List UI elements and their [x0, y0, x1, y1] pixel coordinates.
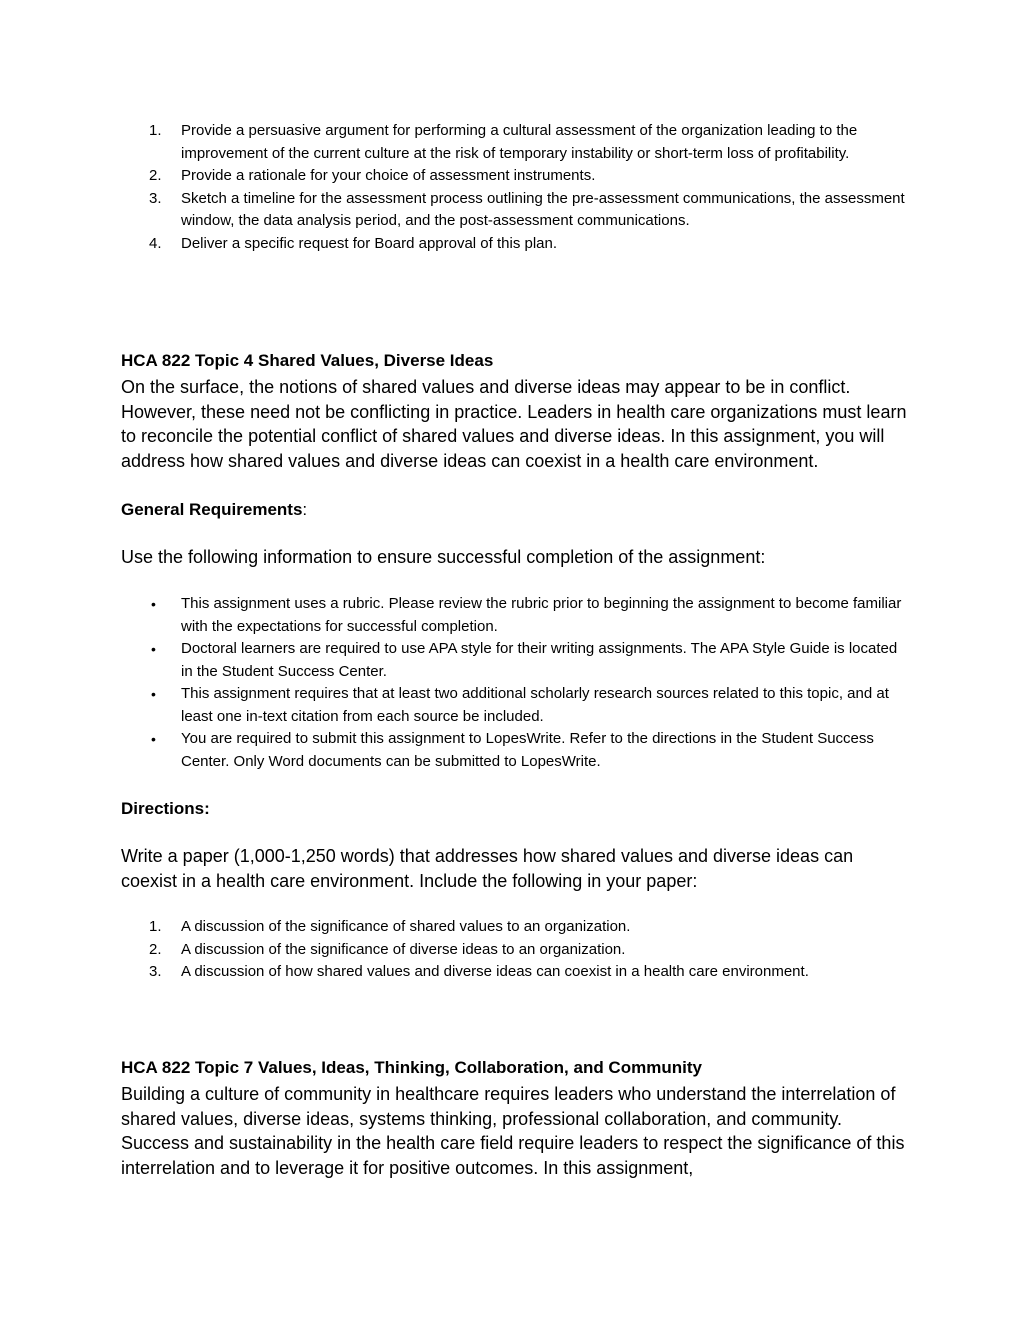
list-item: [121, 593, 911, 638]
bullet-icon: •: [151, 686, 156, 702]
paper-requirements-list: [121, 916, 911, 984]
topic7-heading: HCA 822 Topic 7 Values, Ideas, Thinking, Collaboration, and Community: [121, 1058, 702, 1077]
list-item-text: Sketch a timeline for the assessment process outlining the pre-assessment communications, the assessment window, the data analysis period, and the post-assessment communications.: [181, 189, 905, 229]
list-item: [121, 683, 911, 728]
list-item: [121, 916, 911, 939]
list-item: [121, 638, 911, 683]
list-number: 1.: [149, 122, 162, 139]
topic4-intro: On the surface, the notions of shared values and diverse ideas may appear to be in conflict. However, these need not be conflicting in practice. Leaders in health care organizations must learn to reconcile the potential conflict of shared values and diverse ideas. In this assignment, you will address how shared values and diverse ideas can coexist in a health care environment.: [121, 377, 907, 471]
list-item: [121, 165, 911, 188]
list-item-text: Deliver a specific request for Board approval of this plan.: [181, 234, 558, 252]
list-number: 4.: [149, 234, 162, 252]
directions-heading: Directions:: [121, 799, 210, 818]
list-item-text: Provide a rationale for your choice of assessment instruments.: [181, 167, 596, 184]
general-requirements-colon: :: [302, 500, 308, 519]
bullet-icon: •: [151, 641, 156, 657]
list-item-text: This assignment uses a rubric. Please review the rubric prior to beginning the assignment to become familiar with the expectations for successful completion.: [181, 595, 902, 635]
list-number: 2.: [149, 167, 162, 184]
list-item-text: Doctoral learners are required to use APA style for their writing assignments. The APA Style Guide is located in the Student Success Center.: [181, 640, 898, 680]
list-item-text: Provide a persuasive argument for performing a cultural assessment of the organization leading to the improvement of the current culture at the risk of temporary instability or short-term loss of profitability.: [181, 122, 858, 162]
topic7-intro: Building a culture of community in healthcare requires leaders who understand the interrelation of shared values, diverse ideas, systems thinking, professional collaboration, and community. Success and sustainability in the health care field require leaders to respect the significance of this interrelation and to leverage it for positive outcomes. In this assignment,: [121, 1084, 905, 1178]
bullet-icon: •: [151, 731, 156, 747]
list-item-text: You are required to submit this assignment to LopesWrite. Refer to the directions in the Student Success Center. Only Word documents can be submitted to LopesWrite.: [181, 730, 874, 770]
list-number: 1.: [149, 918, 162, 935]
list-number: 3.: [149, 963, 162, 980]
general-requirements-heading: [121, 498, 307, 522]
use-following-info-text: Use the following information to ensure successful completion of the assignment:: [121, 547, 766, 567]
list-item: [121, 188, 911, 233]
list-number: 3.: [149, 189, 162, 207]
list-item-text: A discussion of the significance of diverse ideas to an organization.: [181, 940, 626, 958]
list-item-text: This assignment requires that at least two additional scholarly research sources related to this topic, and at least one in-text citation from each source be included.: [181, 685, 889, 725]
top-numbered-list: [121, 120, 911, 255]
list-item: [121, 120, 911, 165]
list-item: [121, 961, 911, 984]
list-item: [121, 939, 911, 962]
list-item-text: A discussion of how shared values and diverse ideas can coexist in a health care environment.: [181, 963, 809, 980]
list-item-text: A discussion of the significance of shared values to an organization.: [181, 918, 631, 935]
requirements-bullet-list: [121, 593, 911, 773]
list-item: [121, 728, 911, 773]
general-requirements-label: General Requirements: [121, 500, 303, 519]
bullet-icon: •: [151, 596, 156, 612]
list-number: 2.: [149, 940, 162, 958]
write-paper-text: Write a paper (1,000-1,250 words) that addresses how shared values and diverse ideas can coexist in a health care environment. Include the following in your paper:: [121, 846, 854, 891]
topic4-heading: HCA 822 Topic 4 Shared Values, Diverse Ideas: [121, 351, 494, 370]
list-item: [121, 233, 911, 256]
